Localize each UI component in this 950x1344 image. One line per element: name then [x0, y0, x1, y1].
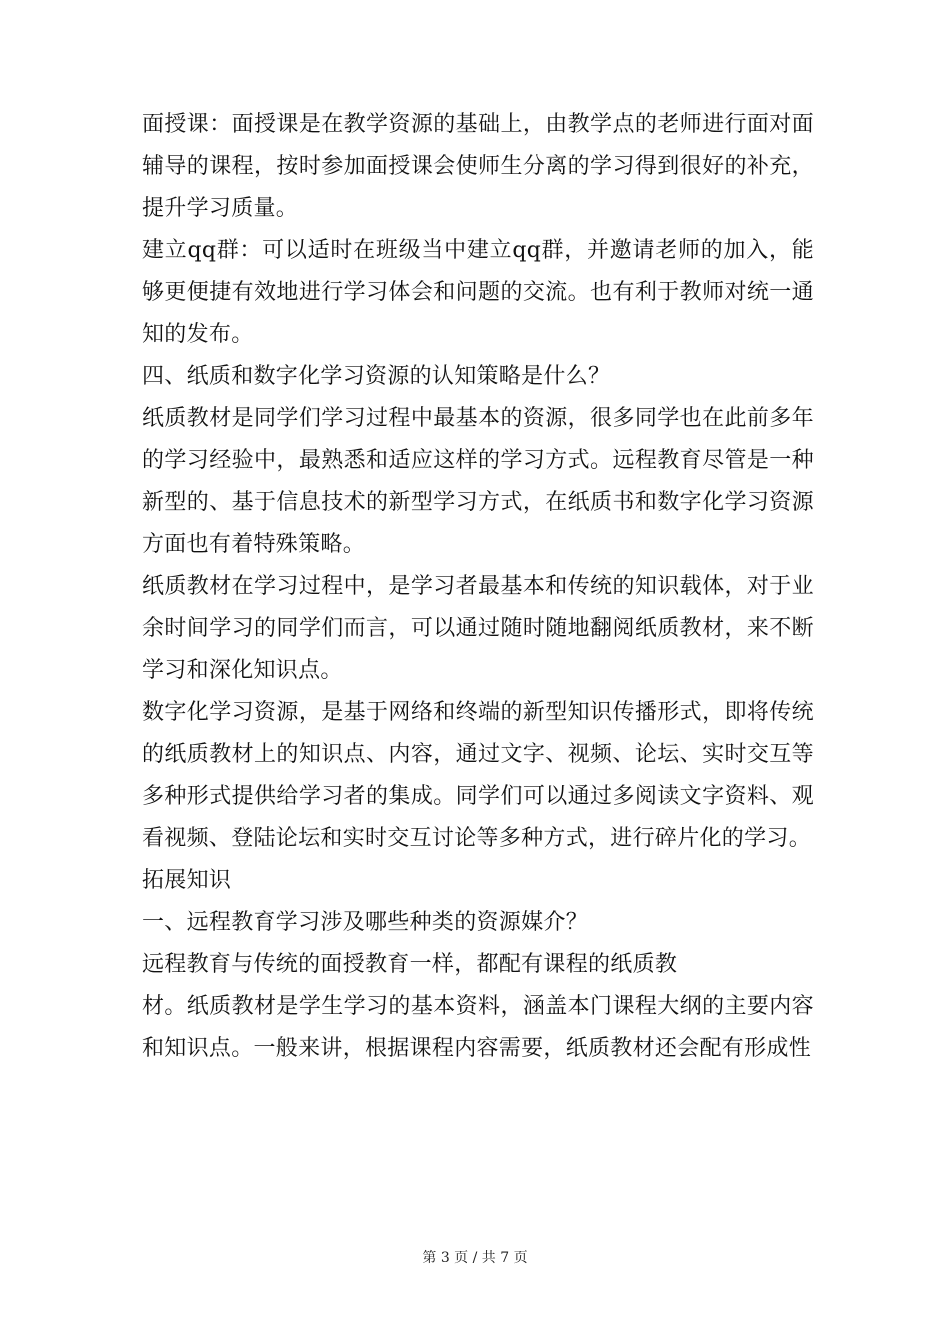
paragraph-qq-group: 建立qq群：可以适时在班级当中建立qq群，并邀请老师的加入，能够更便捷有效地进行学习体会和问题的交流。也有利于教师对统一通知的发布。 — [142, 238, 814, 347]
section-heading-one: 一、远程教育学习涉及哪些种类的资源媒介？ — [142, 910, 589, 935]
section-heading-extended-knowledge: 拓展知识 — [142, 868, 232, 893]
paragraph-paper-materials: 纸质教材在学习过程中，是学习者最基本和传统的知识载体，对于业余时间学习的同学们而言，可以通过随时随地翻阅纸质教材，来不断学习和深化知识点。 — [142, 574, 814, 683]
document-body — [142, 104, 814, 1070]
paragraph-face-to-face-class: 面授课：面授课是在教学资源的基础上，由教学点的老师进行面对面辅导的课程，按时参加面授课会使师生分离的学习得到很好的补充，提升学习质量。 — [142, 112, 814, 221]
paragraph-textbook-content: 材。纸质教材是学生学习的基本资料，涵盖本门课程大纲的主要内容和知识点。一般来讲，根据课程内容需要，纸质教材还会配有形成性 — [142, 994, 814, 1061]
paragraph-digital-resources: 数字化学习资源，是基于网络和终端的新型知识传播形式，即将传统的纸质教材上的知识点、内容，通过文字、视频、论坛、实时交互等多种形式提供给学习者的集成。同学们可以通过多阅读文字资料、观看视频、登陆论坛和实时交互讨论等多种方式，进行碎片化的学习。 — [142, 700, 814, 851]
page-footer: 第 3 页 / 共 7 页 — [422, 1250, 528, 1266]
paragraph-distance-education-line: 远程教育与传统的面授教育一样，都配有课程的纸质教 — [142, 952, 678, 977]
paragraph-paper-materials-intro: 纸质教材是同学们学习过程中最基本的资源，很多同学也在此前多年的学习经验中，最熟悉和适应这样的学习方式。远程教育尽管是一种新型的、基于信息技术的新型学习方式，在纸质书和数字化学习资源方面也有着特殊策略。 — [142, 406, 814, 557]
section-heading-four: 四、纸质和数字化学习资源的认知策略是什么？ — [142, 364, 611, 389]
